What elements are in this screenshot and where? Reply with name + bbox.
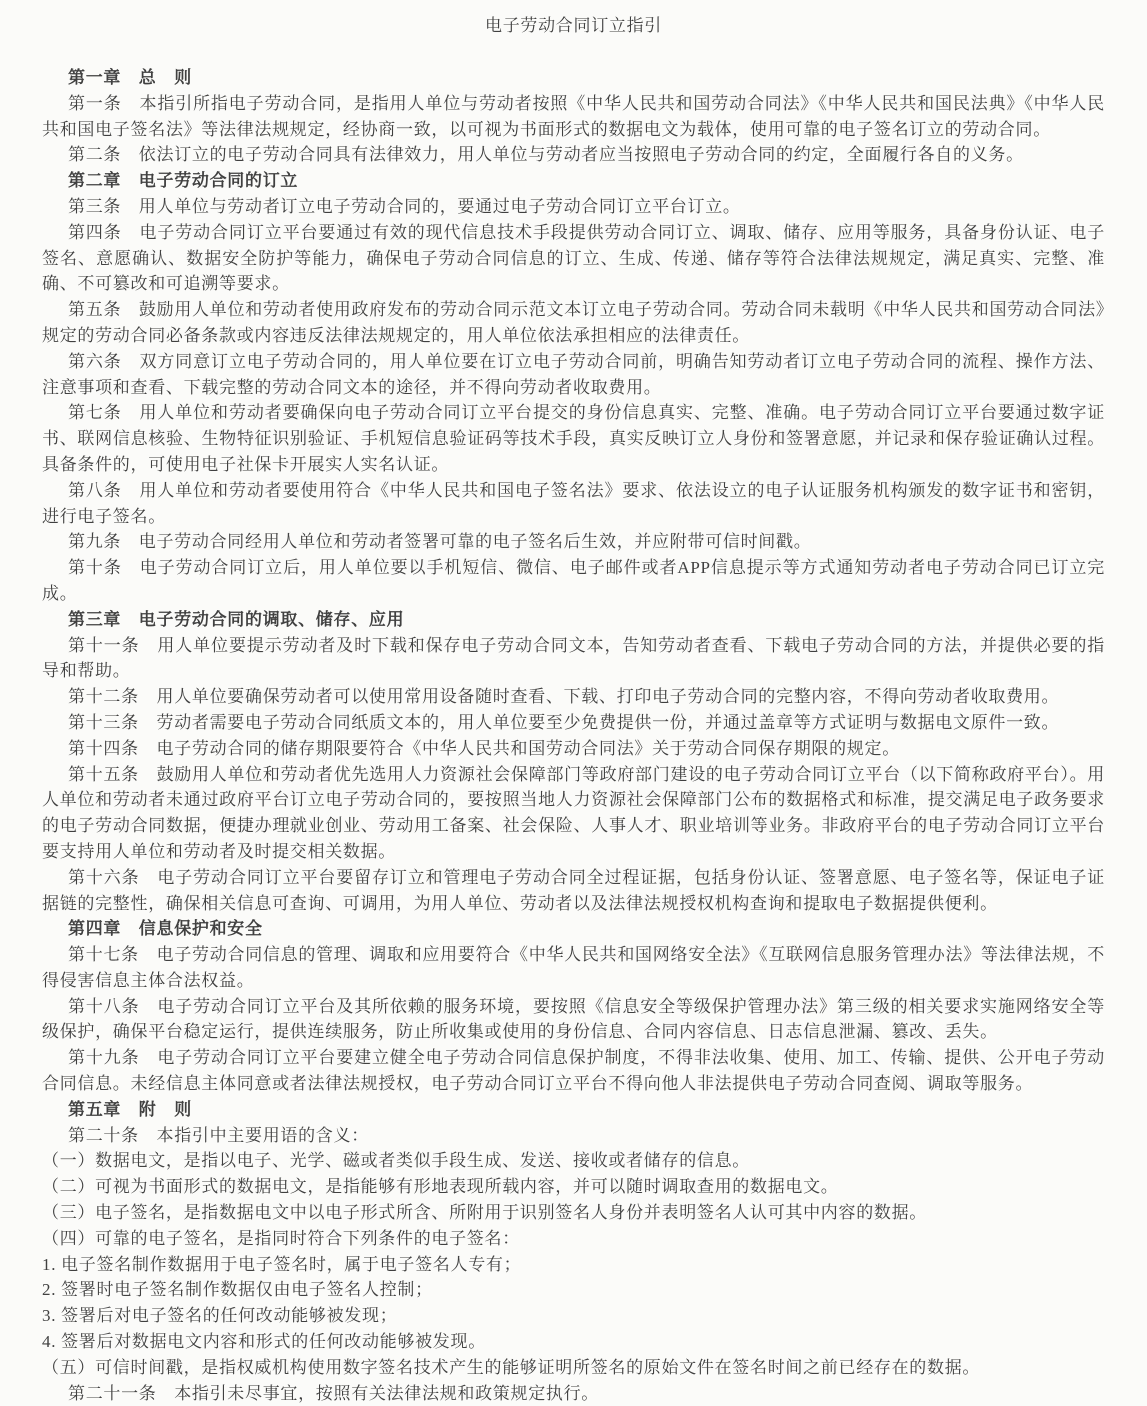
definition-item: （三）电子签名，是指数据电文中以电子形式所含、所附用于识别签名人身份并表明签名人认可其中内容的数据。	[42, 1203, 927, 1223]
article-paragraph: 第七条 用人单位和劳动者要确保向电子劳动合同订立平台提交的身份信息真实、完整、准确。电子劳动合同订立平台要通过数字证书、联网信息核验、生物特征识别验证、手机短信息验证码等技术手段，真实反映订立人身份和签署意愿，并记录和保存验证确认过程。具备条件的，可使用电子社保卡开展实人实名认证。	[42, 403, 1105, 474]
article-paragraph: 第十八条 电子劳动合同订立平台及其所依赖的服务环境，要按照《信息安全等级保护管理办法》第三级的相关要求实施网络安全等级保护，确保平台稳定运行，提供连续服务，防止所收集或使用的身份信息、合同内容信息、日志信息泄漏、篡改、丢失。	[42, 996, 1105, 1042]
article-paragraph: 第十七条 电子劳动合同信息的管理、调取和应用要符合《中华人民共和国网络安全法》《互联网信息服务管理办法》等法律法规，不得侵害信息主体合法权益。	[42, 945, 1105, 990]
definition-item: 3. 签署后对电子签名的任何改动能够被发现；	[42, 1306, 398, 1326]
article-paragraph: 第十条 电子劳动合同订立后，用人单位要以手机短信、微信、电子邮件或者APP信息提示等方式通知劳动者电子劳动合同已订立完成。	[42, 558, 1105, 603]
article-paragraph: 第十一条 用人单位要提示劳动者及时下载和保存电子劳动合同文本，告知劳动者查看、下载电子劳动合同的方法，并提供必要的指导和帮助。	[42, 635, 1105, 681]
chapter-heading: 第五章 附 则	[68, 1099, 192, 1119]
article-paragraph: 第十三条 劳动者需要电子劳动合同纸质文本的，用人单位要至少免费提供一份，并通过盖章等方式证明与数据电文原件一致。	[68, 712, 1060, 732]
article-paragraph: 第三条 用人单位与劳动者订立电子劳动合同的，要通过电子劳动合同订立平台订立。	[68, 196, 741, 216]
definition-item: 2. 签署时电子签名制作数据仅由电子签名人控制；	[42, 1280, 433, 1300]
article-paragraph: 第十四条 电子劳动合同的储存期限要符合《中华人民共和国劳动合同法》关于劳动合同保存期限的规定。	[68, 738, 900, 758]
definition-item: 1. 电子签名制作数据用于电子签名时，属于电子签名人专有；	[42, 1254, 522, 1274]
chapter-heading: 第一章 总 则	[68, 68, 192, 87]
document-body	[42, 65, 1105, 1406]
definition-item: （四）可靠的电子签名，是指同时符合下列条件的电子签名：	[42, 1228, 520, 1248]
article-paragraph: 第六条 双方同意订立电子劳动合同的，用人单位要在订立电子劳动合同前，明确告知劳动者订立电子劳动合同的流程、操作方法、注意事项和查看、下载完整的劳动合同文本的途径，并不得向劳动者收取费用。	[42, 351, 1105, 397]
article-paragraph: 第二十条 本指引中主要用语的含义：	[68, 1125, 369, 1145]
article-paragraph: 第一条 本指引所指电子劳动合同，是指用人单位与劳动者按照《中华人民共和国劳动合同法》《中华人民共和国民法典》《中华人民共和国电子签名法》等法律法规规定，经协商一致，以可视为书面形式的数据电文为载体，使用可靠的电子签名订立的劳动合同。	[42, 93, 1105, 139]
article-paragraph: 第二十一条 本指引未尽事宜，按照有关法律法规和政策规定执行。	[68, 1383, 599, 1403]
article-paragraph: 第九条 电子劳动合同经用人单位和劳动者签署可靠的电子签名后生效，并应附带可信时间戳。	[68, 532, 812, 552]
article-paragraph: 第五条 鼓励用人单位和劳动者使用政府发布的劳动合同示范文本订立电子劳动合同。劳动合同未载明《中华人民共和国劳动合同法》规定的劳动合同必备条款或内容违反法律法规规定的，用人单位依法承担相应的法律责任。	[42, 300, 1105, 345]
chapter-heading: 第四章 信息保护和安全	[68, 919, 263, 939]
article-paragraph: 第十五条 鼓励用人单位和劳动者优先选用人力资源社会保障部门等政府部门建设的电子劳动合同订立平台（以下简称政府平台）。用人单位和劳动者未通过政府平台订立电子劳动合同的，要按照当地人力资源社会保障部门公布的数据格式和标准，提交满足电子政务要求的电子劳动合同数据，便捷办理就业创业、劳动用工备案、社会保险、人事人才、职业培训等业务。非政府平台的电子劳动合同订立平台要支持用人单位和劳动者及时提交相关数据。	[42, 764, 1105, 861]
definition-item: （五）可信时间戳，是指权威机构使用数字签名技术产生的能够证明所签名的原始文件在签名时间之前已经存在的数据。	[42, 1357, 981, 1377]
definition-item: （一）数据电文，是指以电子、光学、磁或者类似手段生成、发送、接收或者储存的信息。	[42, 1151, 750, 1171]
article-paragraph: 第四条 电子劳动合同订立平台要通过有效的现代信息技术手段提供劳动合同订立、调取、储存、应用等服务，具备身份认证、电子签名、意愿确认、数据安全防护等能力，确保电子劳动合同信息的订立、生成、传递、储存等符合法律法规规定，满足真实、完整、准确、不可篡改和可追溯等要求。	[42, 222, 1105, 294]
article-paragraph: 第十六条 电子劳动合同订立平台要留存订立和管理电子劳动合同全过程证据，包括身份认证、签署意愿、电子签名等，保证电子证据链的完整性，确保相关信息可查询、可调用，为用人单位、劳动者以及法律法规授权机构查询和提取电子数据提供便利。	[42, 867, 1105, 913]
article-paragraph: 第二条 依法订立的电子劳动合同具有法律效力，用人单位与劳动者应当按照电子劳动合同的约定，全面履行各自的义务。	[68, 145, 1024, 165]
definition-item: （二）可视为书面形式的数据电文，是指能够有形地表现所载内容，并可以随时调取查用的数据电文。	[42, 1177, 839, 1197]
article-paragraph: 第八条 用人单位和劳动者要使用符合《中华人民共和国电子签名法》要求、依法设立的电子认证服务机构颁发的数字证书和密钥，进行电子签名。	[42, 480, 1105, 526]
article-paragraph: 第十二条 用人单位要确保劳动者可以使用常用设备随时查看、下载、打印电子劳动合同的完整内容，不得向劳动者收取费用。	[68, 687, 1060, 707]
chapter-heading: 第三章 电子劳动合同的调取、储存、应用	[68, 609, 405, 629]
chapter-heading: 第二章 电子劳动合同的订立	[68, 171, 299, 191]
document-title: 电子劳动合同订立指引	[485, 16, 662, 35]
article-paragraph: 第十九条 电子劳动合同订立平台要建立健全电子劳动合同信息保护制度，不得非法收集、使用、加工、传输、提供、公开电子劳动合同信息。未经信息主体同意或者法律法规授权，电子劳动合同订立平台不得向他人非法提供电子劳动合同查阅、调取等服务。	[42, 1048, 1105, 1094]
definition-item: 4. 签署后对数据电文内容和形式的任何改动能够被发现。	[42, 1332, 486, 1352]
